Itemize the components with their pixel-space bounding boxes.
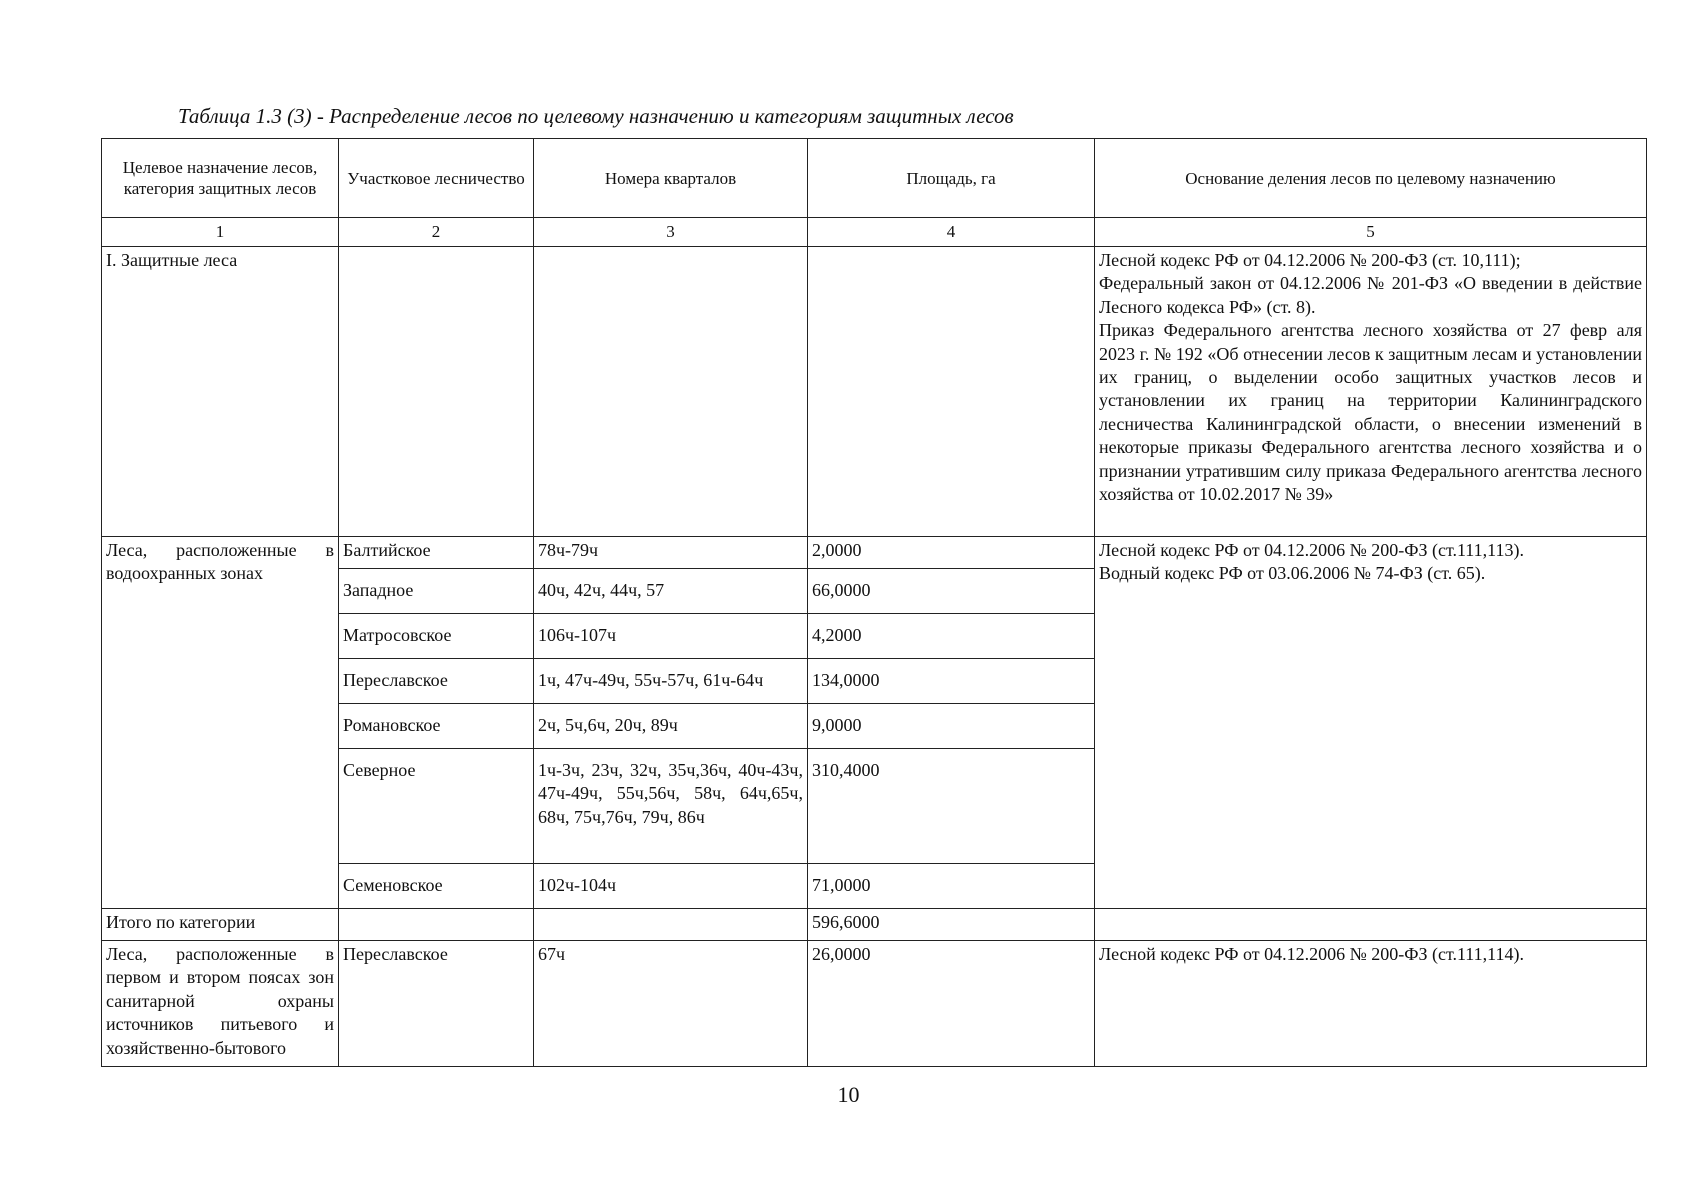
district-cell: Западное	[339, 569, 534, 614]
area-cell: 66,0000	[808, 569, 1095, 614]
district-cell: Северное	[339, 749, 534, 864]
header-basis: Основание деления лесов по целевому назначению	[1095, 139, 1647, 218]
section-label: I. Защитные леса	[102, 247, 339, 537]
empty-cell	[534, 909, 808, 941]
basis-line: Приказ Федерального агентства лесного хозяйства от 27 февр аля 2023 г. № 192 «Об отнесении лесов к защитным лесам и установлении их границ, о выделении особо защитных участков лесов и установлении их границ на территории Калининградского лесничества Калининградской области, о внесении изменений в некоторые приказы Федерального агентства лесного хозяйства и о признании утратившим силу приказа Федерального агентства лесного хозяйства от 10.02.2017 № 39»	[1099, 320, 1642, 505]
district-cell: Семеновское	[339, 864, 534, 909]
column-number: 1	[102, 218, 339, 247]
quarters-cell: 67ч	[534, 941, 808, 1067]
column-number-row	[102, 218, 1647, 247]
basis-line: Водный кодекс РФ от 03.06.2006 № 74-ФЗ (ст. 65).	[1099, 563, 1486, 584]
total-area: 596,6000	[808, 909, 1095, 941]
area-cell: 2,0000	[808, 537, 1095, 569]
header-row	[102, 139, 1647, 218]
district-cell: Балтийское	[339, 537, 534, 569]
basis-cell	[1095, 537, 1647, 909]
area-cell: 134,0000	[808, 659, 1095, 704]
quarters-cell: 78ч-79ч	[534, 537, 808, 569]
column-number: 5	[1095, 218, 1647, 247]
basis-cell: Лесной кодекс РФ от 04.12.2006 № 200-ФЗ (ст.111,114).	[1095, 941, 1647, 1067]
area-cell: 9,0000	[808, 704, 1095, 749]
area-cell: 310,4000	[808, 749, 1095, 864]
area-cell: 4,2000	[808, 614, 1095, 659]
category-cell: Леса, расположенные в первом и втором поясах зон санитарной охраны источников питьевого и хозяйственно-бытового	[102, 941, 339, 1067]
header-purpose: Целевое назначение лесов, категория защитных лесов	[102, 139, 339, 218]
category-cell: Леса, расположенные в водоохранных зонах	[102, 537, 339, 909]
district-cell: Матросовское	[339, 614, 534, 659]
forest-distribution-table	[101, 138, 1647, 1067]
header-district: Участковое лесничество	[339, 139, 534, 218]
basis-line: Лесной кодекс РФ от 04.12.2006 № 200-ФЗ (ст. 10,111);	[1099, 250, 1521, 270]
column-number: 4	[808, 218, 1095, 247]
district-cell: Переславское	[339, 941, 534, 1067]
area-cell: 71,0000	[808, 864, 1095, 909]
page-number: 10	[837, 1082, 860, 1107]
district-cell: Романовское	[339, 704, 534, 749]
empty-cell	[1095, 909, 1647, 941]
table-row	[102, 941, 1647, 1067]
quarters-cell: 40ч, 42ч, 44ч, 57	[534, 569, 808, 614]
empty-cell	[534, 247, 808, 537]
header-area: Площадь, га	[808, 139, 1095, 218]
basis-line: Лесной кодекс РФ от 04.12.2006 № 200-ФЗ (ст.111,113).	[1099, 540, 1524, 560]
district-cell: Переславское	[339, 659, 534, 704]
column-number: 3	[534, 218, 808, 247]
basis-line: Федеральный закон от 04.12.2006 № 201-ФЗ «О введении в действие Лесного кодекса РФ» (ст. 8).	[1099, 273, 1642, 317]
quarters-cell: 1ч-3ч, 23ч, 32ч, 35ч,36ч, 40ч-43ч, 47ч-49ч, 55ч,56ч, 58ч, 64ч,65ч, 68ч, 75ч,76ч, 79ч, 86ч	[534, 749, 808, 864]
total-label: Итого по категории	[102, 909, 339, 941]
total-row	[102, 909, 1647, 941]
quarters-cell: 106ч-107ч	[534, 614, 808, 659]
quarters-cell: 102ч-104ч	[534, 864, 808, 909]
column-number: 2	[339, 218, 534, 247]
header-quarters: Номера кварталов	[534, 139, 808, 218]
table-row	[102, 537, 1647, 569]
section-basis	[1095, 247, 1647, 537]
empty-cell	[339, 247, 534, 537]
quarters-cell: 1ч, 47ч-49ч, 55ч-57ч, 61ч-64ч	[534, 659, 808, 704]
area-cell: 26,0000	[808, 941, 1095, 1067]
quarters-cell: 2ч, 5ч,6ч, 20ч, 89ч	[534, 704, 808, 749]
table-caption: Таблица 1.3 (3) - Распределение лесов по целевому назначению и категориям защитных лесов	[178, 104, 1014, 128]
empty-cell	[808, 247, 1095, 537]
empty-cell	[339, 909, 534, 941]
protective-section-row	[102, 247, 1647, 537]
